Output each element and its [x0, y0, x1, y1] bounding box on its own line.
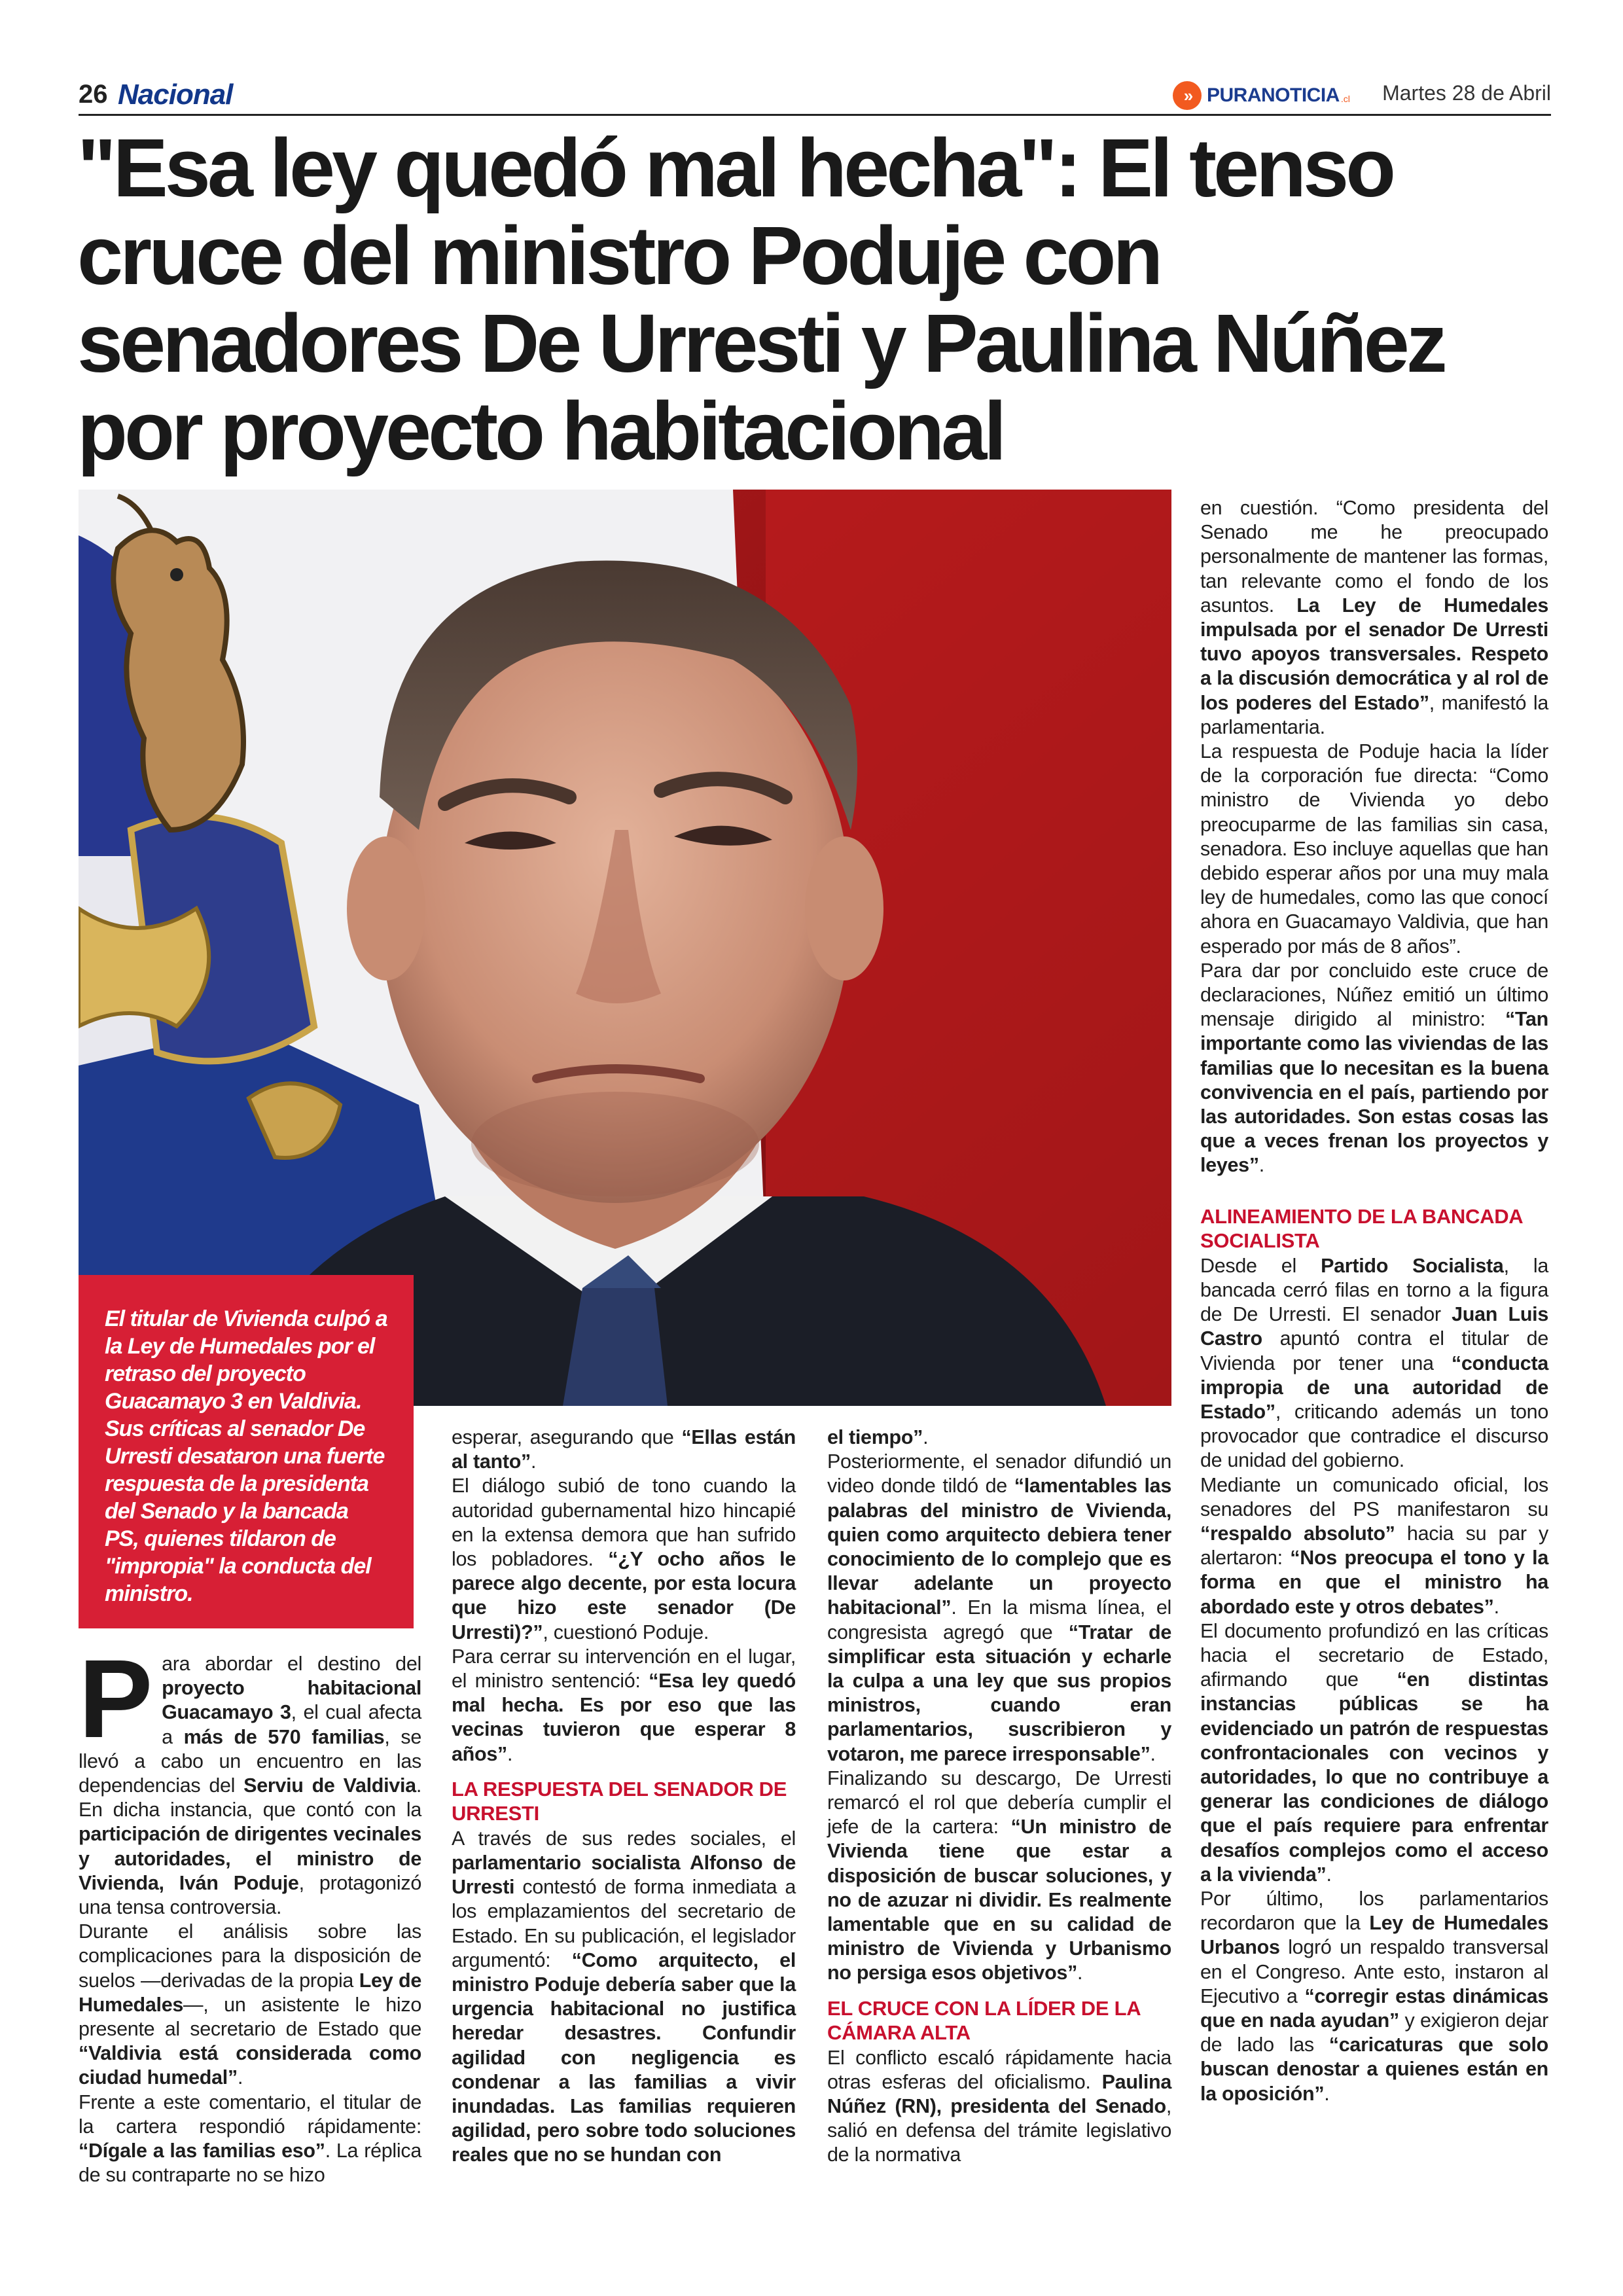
header-rule	[79, 114, 1551, 116]
page-header	[79, 77, 1551, 118]
section-subhead: EL CRUCE CON LA LÍDER DE LA CÁMARA ALTA	[827, 1996, 1141, 2044]
body-paragraph: El documento profundizó en las críticas hacia el secretario de Estado, afirmando que “en distintas instancias públicas se ha evidenciado un patrón de respuestas confrontacionales con vecinos y autoridades, lo que no contribuye a generar las condiciones de diálogo que el país requiere para enfrentar desafíos complejos como el acceso a la vivienda”.	[1200, 1619, 1549, 1886]
body-paragraph: Para abordar el destino del proyecto habitacional Guacamayo 3, el cual afecta a más de 570 familias, se llevó a cabo un encuentro en las dependencias del Serviu de Valdivia. En dicha instancia, que contó con la participación de dirigentes vecinales y autoridades, el ministro de Vivienda, Iván Poduje, protagonizó una tensa controversia.	[79, 1637, 422, 1919]
body-paragraph: El conflicto escaló rápidamente hacia otras esferas del oficialismo. Paulina Núñez (RN), presidenta del Senado, salió en defensa del trámite legislativo de la normativa	[827, 2046, 1171, 2166]
brand-tld: .cl	[1340, 94, 1350, 104]
brand-name: PURANOTICIA	[1207, 84, 1340, 106]
body-paragraph: esperar, asegurando que “Ellas están al tanto”.	[452, 1426, 796, 1473]
photo-caption-box	[79, 1275, 414, 1628]
body-paragraph: Posteriormente, el senador difundió un video donde tildó de “lamentables las palabras del ministro de Vivienda, quien como arquitecto debiera tener conocimiento de lo complejo que es llevar adelante un proyecto habitacional”. En la misma línea, el congresista agregó que “Tratar de simplificar esta situación y echarle la culpa a una ley que sus propios ministros, cuando eran parlamentarios, suscribieron y votaron, me parece irresponsable”.	[827, 1450, 1172, 1765]
body-column-3	[827, 1426, 1171, 2168]
body-column-2	[452, 1426, 796, 2168]
body-paragraph: El diálogo subió de tono cuando la autoridad gubernamental hizo hincapié en la extensa demora que han sufrido los pobladores. “¿Y ocho años le parece algo decente, por esta locura que hizo este senador (De Urresti)?”, cuestionó Poduje.	[452, 1475, 796, 1643]
body-paragraph: Para cerrar su intervención en el lugar, el ministro sentenció: “Esa ley quedó mal hecha. Es por eso que las vecinas tuvieron que esperar 8 años”.	[452, 1645, 796, 1765]
section-subhead: LA RESPUESTA DEL SENADOR DE URRESTI	[452, 1777, 787, 1825]
body-column-1	[79, 1637, 422, 2187]
body-paragraph: Frente a este comentario, el titular de la cartera respondió rápidamente: “Dígale a las familias eso”. La réplica de su contraparte no se hizo	[79, 2090, 421, 2187]
section-subhead: ALINEAMIENTO DE LA BANCADA SOCIALISTA	[1200, 1204, 1523, 1252]
body-paragraph: A través de sus redes sociales, el parlamentario socialista Alfonso de Urresti contestó de forma inmediata a los emplazamientos del secretario de Estado. En su publicación, el legislador argumentó: “Como arquitecto, el ministro Poduje debería saber que la urgencia habitacional no justifica heredar desastres. Confundir agilidad con negligencia es condenar a las familias a vivir inundadas. Las familias requieren agilidad, pero sobre todo soluciones reales que no se hundan con	[452, 1827, 796, 2166]
page-number: 26	[79, 80, 108, 109]
body-paragraph: Para dar por concluido este cruce de declaraciones, Núñez emitió un último mensaje dirigido al ministro: “Tan importante como las viviendas de las familias que lo necesitan es la buena convivencia en el país, partiendo por las autoridades. Son estas cosas las que a veces frenan los proyectos y leyes”.	[1200, 959, 1548, 1177]
body-paragraph: Por último, los parlamentarios recordaron que la Ley de Humedales Urbanos logró un respaldo transversal en el Congreso. Ante esto, instaron al Ejecutivo a “corregir estas dinámicas que en nada ayudan” y exigieron dejar de lado las “caricaturas que solo buscan denostar a quienes están en la oposición”.	[1200, 1887, 1548, 2105]
body-paragraph: La respuesta de Poduje hacia la líder de la corporación fue directa: “Como ministro de Vivienda yo debo preocuparme de las familias sin casa, senadora. Eso incluye aquellas que han debido esperar años por una muy mala ley de humedales, como las que conocí ahora en Guacamayo Valdivia, que han esperado por más de 8 años”.	[1200, 740, 1548, 958]
body-paragraph: Desde el Partido Socialista, la bancada cerró filas en torno a la figura de De Urresti. El senador Juan Luis Castro apuntó contra el titular de Vivienda por tener una “conducta impropia de una autoridad de Estado”, criticando además un tono provocador que contradice el discurso de unidad del gobierno.	[1200, 1254, 1548, 1472]
body-paragraph: Durante el análisis sobre las complicaciones para la disposición de suelos —derivadas de la propia Ley de Humedales—, un asistente le hizo presente al secretario de Estado que “Valdivia está considerada como ciudad humedal”.	[79, 1920, 421, 2089]
body-column-4	[1200, 496, 1548, 2106]
brand-logo	[1173, 81, 1350, 110]
brand-arrow-icon: »	[1173, 81, 1202, 110]
body-paragraph: Mediante un comunicado oficial, los senadores del PS manifestaron su “respaldo absoluto” hacia su par y alertaron: “Nos preocupa el tono y la forma en que el ministro ha abordado este y otros debates”.	[1200, 1473, 1549, 1618]
portrait-illustration	[79, 490, 1171, 1406]
issue-date: Martes 28 de Abril	[1382, 81, 1551, 105]
body-paragraph: el tiempo”.	[827, 1426, 929, 1448]
headline: "Esa ley quedó mal hecha": El tenso cruce del ministro Poduje con senadores De Urresti y Paulina Núñez por proyecto habitacional	[77, 122, 1444, 477]
body-paragraph: en cuestión. “Como presidenta del Senado me he preocupado personalmente de mantener las formas, tan relevante como el fondo de los asuntos. La Ley de Humedales impulsada por el senador De Urresti tuvo apoyos transversales. Respeto a la discusión democrática y al rol de los poderes del Estado”, manifestó la parlamentaria.	[1200, 497, 1549, 738]
section-label: Nacional	[118, 79, 233, 111]
article-photo	[79, 490, 1171, 1406]
photo-caption: El titular de Vivienda culpó a la Ley de Humedales por el retraso del proyecto Guacamayo 3 en Valdivia. Sus críticas al senador De Urresti desataron una fuerte respuesta de la presidenta del Senado y la bancada PS, quienes tildaron de "impropia" la conducta del ministro.	[105, 1306, 387, 1606]
drop-cap: P	[79, 1637, 153, 1761]
body-paragraph: Finalizando su descargo, De Urresti remarcó el rol que debería cumplir el jefe de la cartera: “Un ministro de Vivienda tiene que estar a disposición de buscar soluciones, y no de azuzar ni dividir. Es realmente lamentable que en su calidad de ministro de Vivienda y Urbanismo no persiga esos objetivos”.	[827, 1767, 1171, 1984]
